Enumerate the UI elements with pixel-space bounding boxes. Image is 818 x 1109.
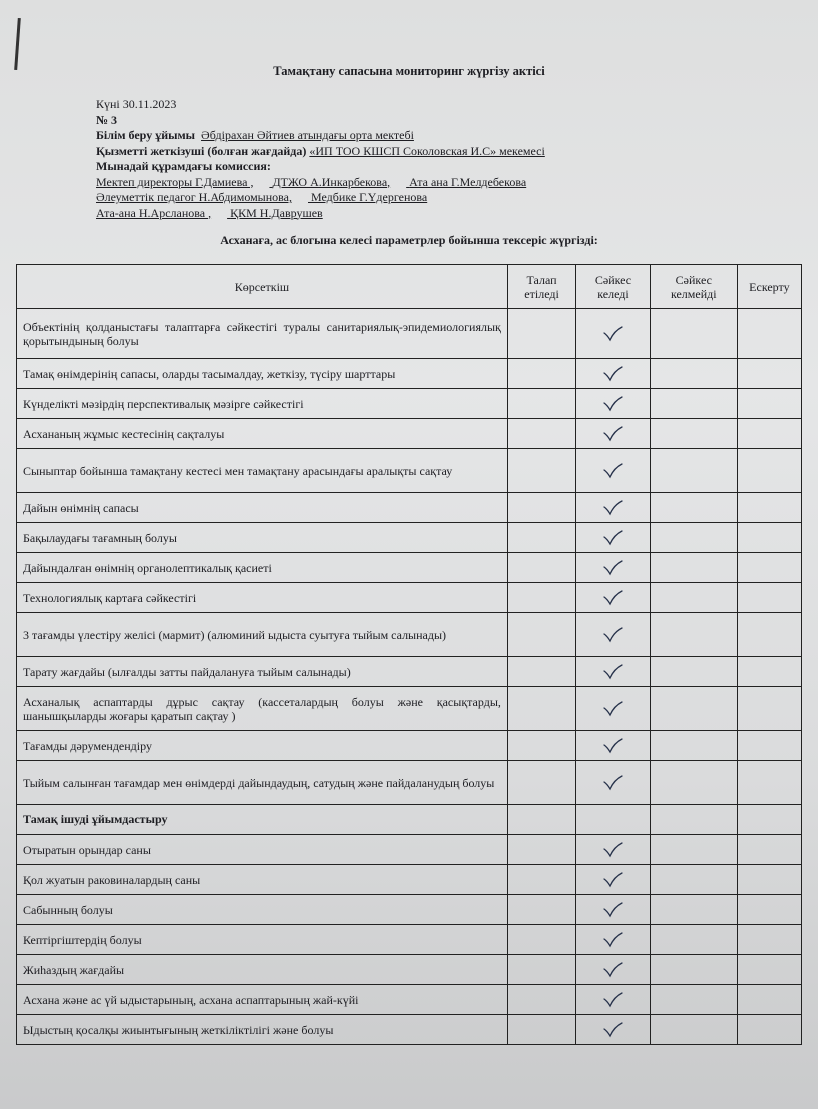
indicator-label: Тамақ өнімдерінің сапасы, оларды тасымалдау, жеткізу, түсіру шарттары <box>17 359 508 389</box>
required-cell <box>507 419 575 449</box>
note-cell <box>737 583 801 613</box>
not-complies-cell <box>650 553 737 583</box>
checkmark-icon <box>603 701 623 717</box>
table-row <box>17 419 802 449</box>
required-cell <box>507 761 575 805</box>
checkmark-icon <box>603 426 623 442</box>
org-value: Әбдірахан Әйтиев атындағы орта мектебі <box>201 128 414 142</box>
commission-line-1 <box>96 175 545 191</box>
header-indicator: Көрсеткіш <box>17 265 508 309</box>
table-header-row <box>17 265 802 309</box>
indicator-label: Жиһаздың жағдайы <box>17 955 508 985</box>
not-complies-cell <box>650 925 737 955</box>
indicator-label: Қол жуатын раковиналардың саны <box>17 865 508 895</box>
required-cell <box>507 613 575 657</box>
complies-cell <box>576 523 651 553</box>
note-cell <box>737 895 801 925</box>
document-header <box>96 97 545 221</box>
indicator-label: Объектінің қолданыстағы талаптарға сәйкестігі туралы санитариялық-эпидемиологиялық қорытындының болуы <box>17 309 508 359</box>
note-cell <box>737 955 801 985</box>
complies-cell <box>576 731 651 761</box>
note-cell <box>737 1015 801 1045</box>
note-cell <box>737 419 801 449</box>
date-line <box>96 97 545 113</box>
supplier-label: Қызметті жеткізуші (болған жағдайда) <box>96 143 307 158</box>
complies-cell <box>576 493 651 523</box>
table-row <box>17 583 802 613</box>
complies-cell <box>576 805 651 835</box>
not-complies-cell <box>650 493 737 523</box>
commission-line-2 <box>96 190 545 206</box>
table-row <box>17 731 802 761</box>
commission-member: Медбике Г.Үдергенова <box>311 190 428 204</box>
table-row <box>17 553 802 583</box>
required-cell <box>507 583 575 613</box>
table-row <box>17 985 802 1015</box>
not-complies-cell <box>650 985 737 1015</box>
note-cell <box>737 657 801 687</box>
required-cell <box>507 805 575 835</box>
required-cell <box>507 985 575 1015</box>
date-value: 30.11.2023 <box>122 97 177 111</box>
checkmark-icon <box>603 366 623 382</box>
table-row <box>17 309 802 359</box>
indicator-label: Дайындалған өнімнің органолептикалық қасиеті <box>17 553 508 583</box>
required-cell <box>507 925 575 955</box>
not-complies-cell <box>650 657 737 687</box>
not-complies-cell <box>650 419 737 449</box>
inspection-table <box>16 264 802 1045</box>
indicator-label: Отыратын орындар саны <box>17 835 508 865</box>
complies-cell <box>576 955 651 985</box>
table-row <box>17 359 802 389</box>
checkmark-icon <box>603 590 623 606</box>
not-complies-cell <box>650 309 737 359</box>
indicator-label: Сабынның болуы <box>17 895 508 925</box>
checkmark-icon <box>603 932 623 948</box>
supplier-value: «ИП ТОО КШСП Соколовская И.С» мекемесі <box>309 143 545 158</box>
table-row <box>17 449 802 493</box>
note-cell <box>737 985 801 1015</box>
header-required: Талап етіледі <box>507 265 575 309</box>
table-caption: Асханаға, ас блогына келесі параметрлер бойынша тексеріс жүргізді: <box>220 233 598 247</box>
complies-cell <box>576 553 651 583</box>
complies-cell <box>576 835 651 865</box>
document-title: Тамақтану сапасына мониторинг жүргізу актісі <box>273 64 545 78</box>
not-complies-cell <box>650 687 737 731</box>
indicator-label: Күнделікті мәзірдің перспективалық мәзірге сәйкестігі <box>17 389 508 419</box>
org-line <box>96 128 545 144</box>
required-cell <box>507 955 575 985</box>
note-cell <box>737 731 801 761</box>
note-cell <box>737 805 801 835</box>
commission-label: Мынадай құрамдағы комиссия: <box>96 159 271 173</box>
required-cell <box>507 359 575 389</box>
note-cell <box>737 523 801 553</box>
not-complies-cell <box>650 583 737 613</box>
complies-cell <box>576 309 651 359</box>
not-complies-cell <box>650 1015 737 1045</box>
indicator-label: Асхана және ас үй ыдыстарының, асхана аспаптарының жай-күйі <box>17 985 508 1015</box>
complies-cell <box>576 687 651 731</box>
indicator-label: Ыдыстың қосалқы жиынтығының жеткіліктілігі және болуы <box>17 1015 508 1045</box>
required-cell <box>507 731 575 761</box>
table-row <box>17 865 802 895</box>
commission-member: ҚКМ Н.Даврушев <box>230 205 323 220</box>
required-cell <box>507 553 575 583</box>
required-cell <box>507 449 575 493</box>
section-row <box>17 805 802 835</box>
table-body <box>17 309 802 1045</box>
note-cell <box>737 389 801 419</box>
checkmark-icon <box>603 842 623 858</box>
complies-cell <box>576 985 651 1015</box>
checkmark-icon <box>603 530 623 546</box>
not-complies-cell <box>650 389 737 419</box>
not-complies-cell <box>650 731 737 761</box>
table-row <box>17 761 802 805</box>
not-complies-cell <box>650 865 737 895</box>
note-cell <box>737 925 801 955</box>
complies-cell <box>576 389 651 419</box>
not-complies-cell <box>650 895 737 925</box>
header-complies: Сәйкес келеді <box>576 265 651 309</box>
required-cell <box>507 389 575 419</box>
commission-member: Ата-ана Н.Арсланова , <box>96 205 212 220</box>
note-cell <box>737 359 801 389</box>
required-cell <box>507 523 575 553</box>
note-cell <box>737 865 801 895</box>
org-label: Білім беру ұйымы <box>96 128 196 142</box>
table-row <box>17 523 802 553</box>
required-cell <box>507 835 575 865</box>
checkmark-icon <box>603 560 623 576</box>
section-label: Тамақ ішуді ұйымдастыру <box>17 805 508 835</box>
not-complies-cell <box>650 359 737 389</box>
required-cell <box>507 309 575 359</box>
note-cell <box>737 761 801 805</box>
table-row <box>17 835 802 865</box>
table-row <box>17 493 802 523</box>
table-row <box>17 687 802 731</box>
complies-cell <box>576 1015 651 1045</box>
commission-member: Ата ана Г.Мелдебекова <box>409 174 527 189</box>
not-complies-cell <box>650 449 737 493</box>
checkmark-icon <box>603 992 623 1008</box>
note-cell <box>737 553 801 583</box>
note-cell <box>737 687 801 731</box>
complies-cell <box>576 613 651 657</box>
not-complies-cell <box>650 523 737 553</box>
complies-cell <box>576 761 651 805</box>
table-row <box>17 389 802 419</box>
commission-member: ДТЖО А.Инкарбекова, <box>272 174 391 189</box>
checkmark-icon <box>603 962 623 978</box>
pen-mark <box>14 18 21 70</box>
required-cell <box>507 657 575 687</box>
required-cell <box>507 895 575 925</box>
table-row <box>17 955 802 985</box>
complies-cell <box>576 359 651 389</box>
checkmark-icon <box>603 500 623 516</box>
date-label: Күні <box>96 97 120 111</box>
indicator-label: Сыныптар бойынша тамақтану кестесі мен тамақтану арасындағы аралықты сақтау <box>17 449 508 493</box>
checkmark-icon <box>603 872 623 888</box>
complies-cell <box>576 449 651 493</box>
not-complies-cell <box>650 613 737 657</box>
checkmark-icon <box>603 627 623 643</box>
not-complies-cell <box>650 761 737 805</box>
commission-member: Әлеуметтік педагог Н.Абдимомынова, <box>96 190 292 204</box>
required-cell <box>507 493 575 523</box>
complies-cell <box>576 925 651 955</box>
indicator-label: Тағамды дәрумендендіру <box>17 731 508 761</box>
checkmark-icon <box>603 664 623 680</box>
table-row <box>17 657 802 687</box>
table-row <box>17 925 802 955</box>
commission-member: Мектеп директоры Г.Дамиева , <box>96 174 254 189</box>
not-complies-cell <box>650 805 737 835</box>
indicator-label: Асхананың жұмыс кестесінің сақталуы <box>17 419 508 449</box>
note-cell <box>737 493 801 523</box>
commission-line-3 <box>96 206 545 222</box>
note-cell <box>737 309 801 359</box>
indicator-label: Технологиялық картаға сәйкестігі <box>17 583 508 613</box>
checkmark-icon <box>603 775 623 791</box>
required-cell <box>507 865 575 895</box>
complies-cell <box>576 419 651 449</box>
note-cell <box>737 835 801 865</box>
indicator-label: Дайын өнімнің сапасы <box>17 493 508 523</box>
checkmark-icon <box>603 463 623 479</box>
required-cell <box>507 687 575 731</box>
checkmark-icon <box>603 738 623 754</box>
not-complies-cell <box>650 955 737 985</box>
complies-cell <box>576 895 651 925</box>
indicator-label: Кептіргіштердің болуы <box>17 925 508 955</box>
indicator-label: Тыйым салынған тағамдар мен өнімдерді дайындаудың, сатудың және пайдаланудың болуы <box>17 761 508 805</box>
table-row <box>17 895 802 925</box>
table-row <box>17 1015 802 1045</box>
complies-cell <box>576 865 651 895</box>
note-cell <box>737 449 801 493</box>
required-cell <box>507 1015 575 1045</box>
indicator-label: 3 тағамды үлестіру желісі (мармит) (алюминий ыдыста суытуға тыйым салынады) <box>17 613 508 657</box>
act-number: № 3 <box>96 112 118 127</box>
checkmark-icon <box>603 396 623 412</box>
checkmark-icon <box>603 902 623 918</box>
checkmark-icon <box>603 326 623 342</box>
note-cell <box>737 613 801 657</box>
header-note: Ескерту <box>737 265 801 309</box>
table-row <box>17 613 802 657</box>
not-complies-cell <box>650 835 737 865</box>
complies-cell <box>576 583 651 613</box>
complies-cell <box>576 657 651 687</box>
indicator-label: Тарату жағдайы (ылғалды затты пайдалануға тыйым салынады) <box>17 657 508 687</box>
indicator-label: Бақылаудағы тағамның болуы <box>17 523 508 553</box>
header-not-complies: Сәйкес келмейді <box>650 265 737 309</box>
supplier-line <box>96 144 545 160</box>
checkmark-icon <box>603 1022 623 1038</box>
indicator-label: Асханалық аспаптарды дұрыс сақтау (кассеталардың болуы және қасықтарды, шанышқыларды жоғары қаратып сақтау ) <box>17 687 508 731</box>
